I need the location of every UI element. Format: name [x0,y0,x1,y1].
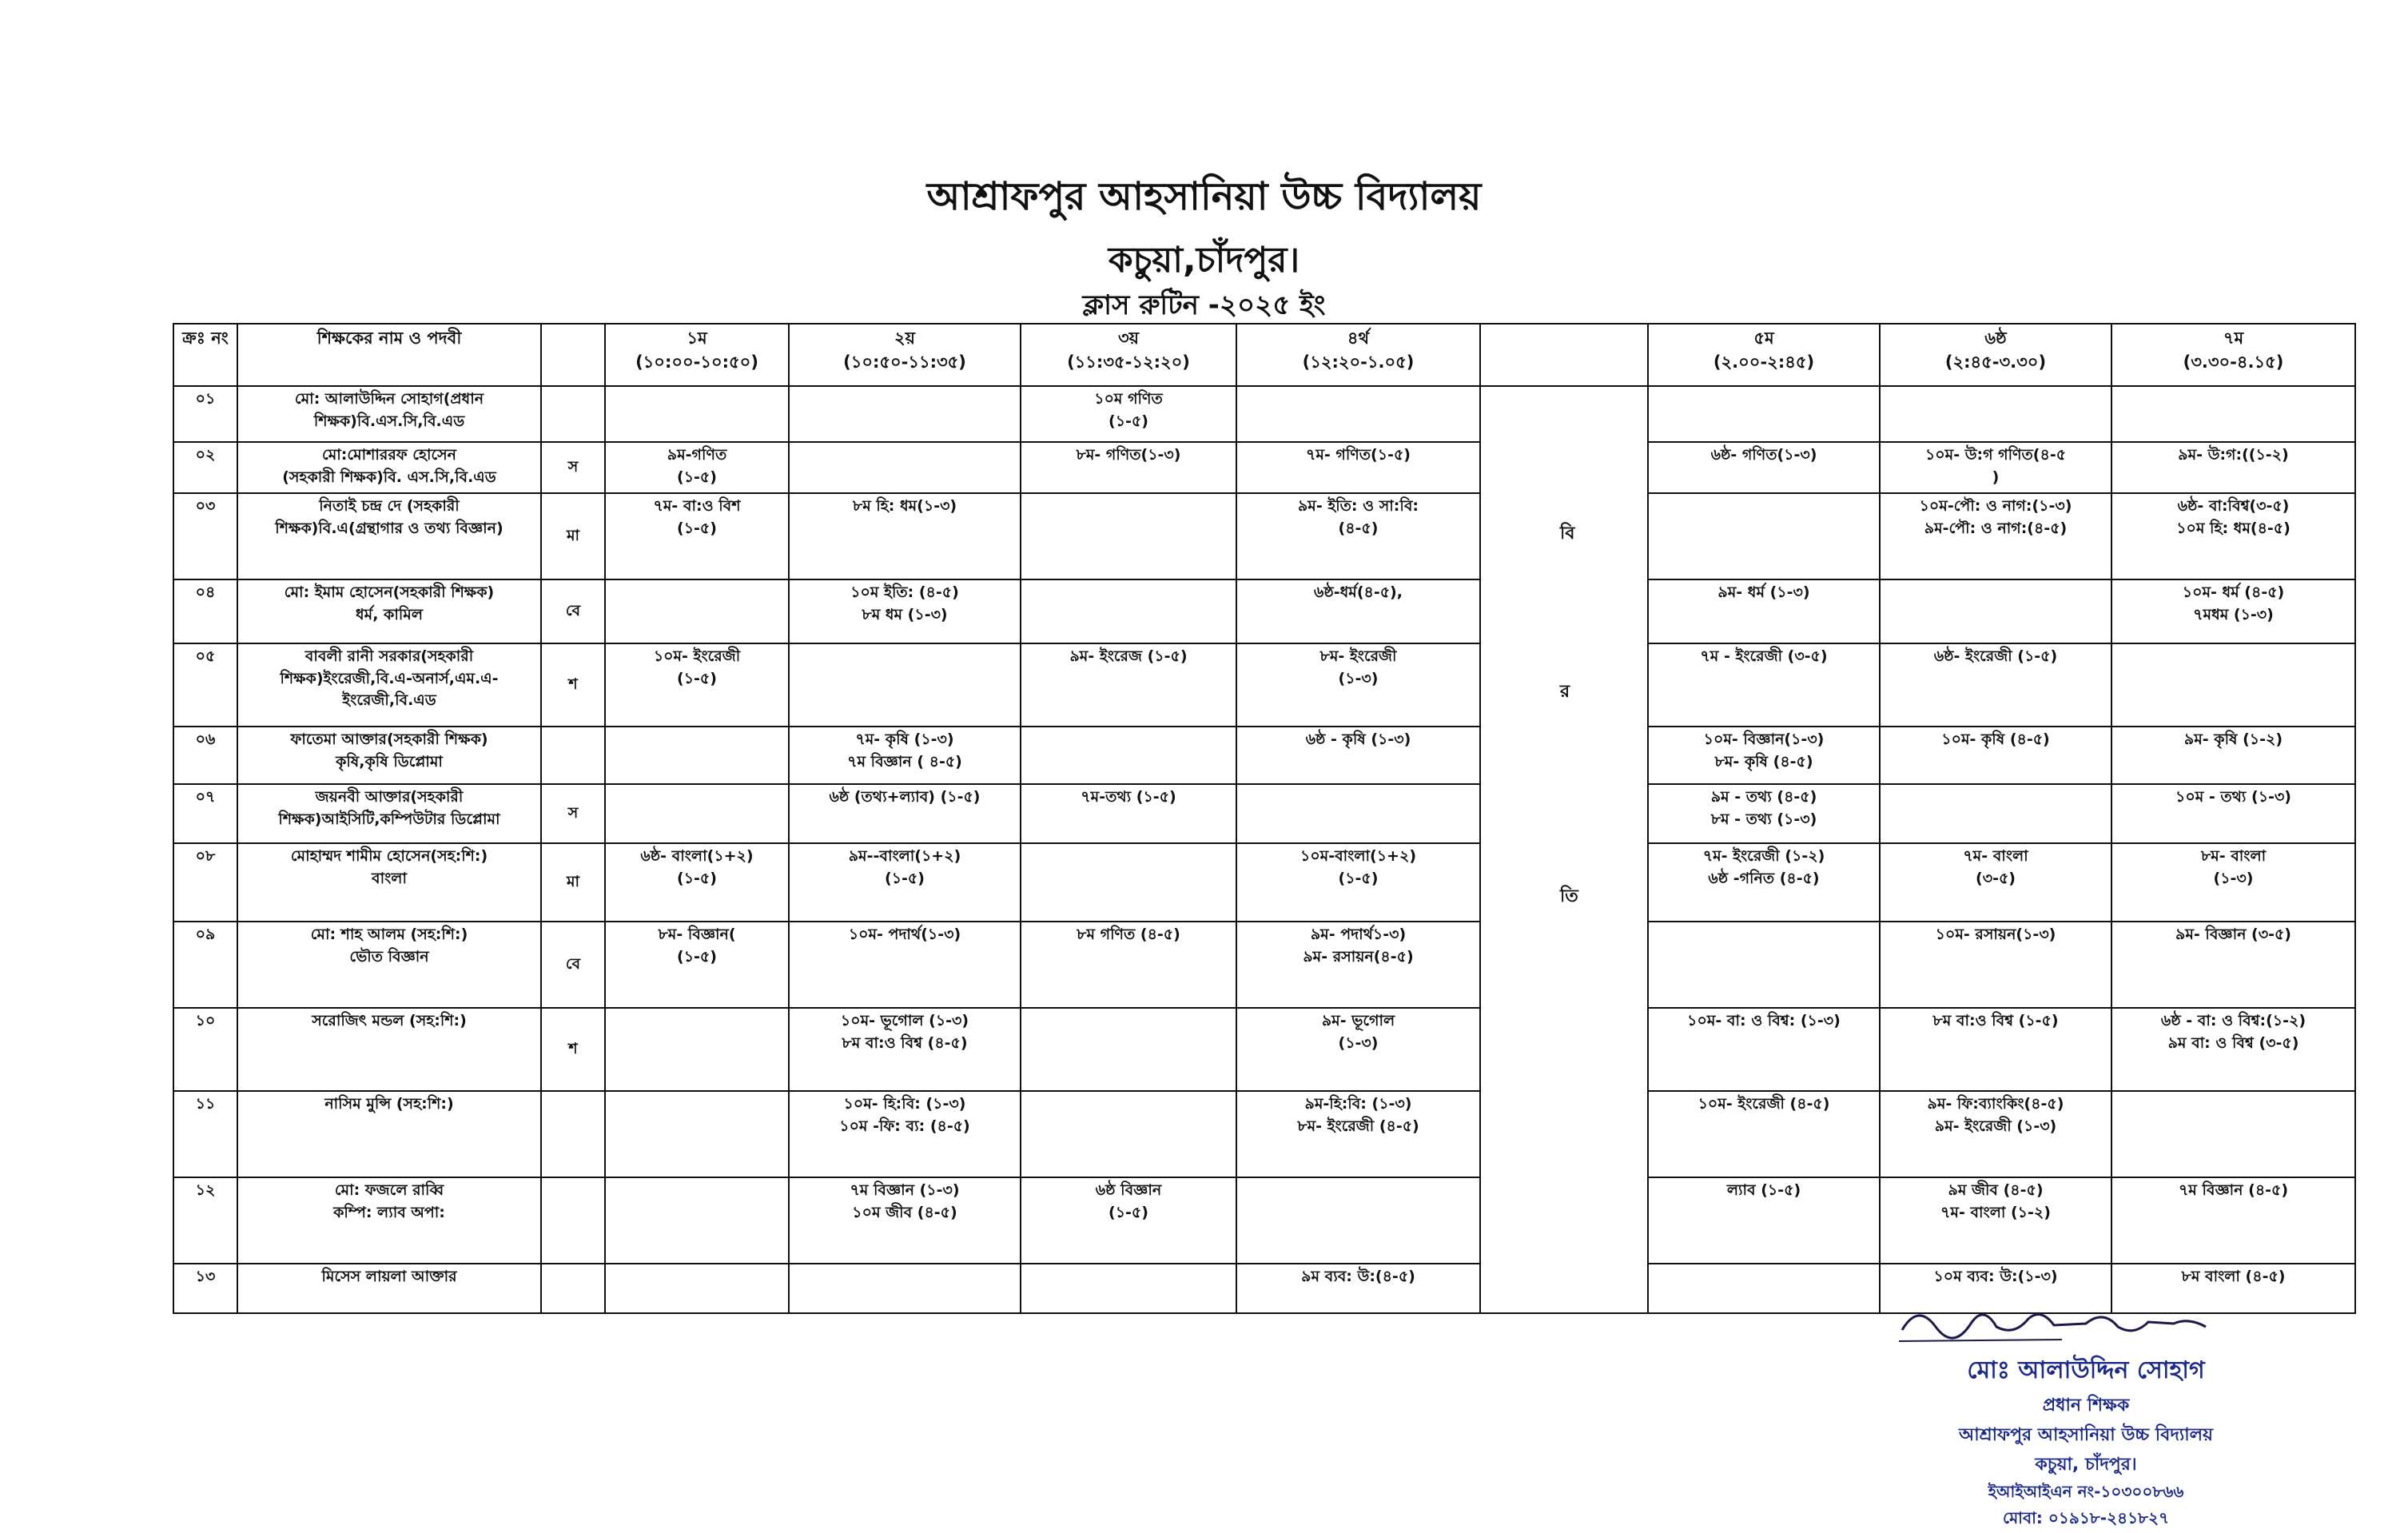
period-1-cell [605,493,789,579]
class-entry: ৮ম- বাংলা [2200,847,2267,865]
class-entry: ৯ম--বাংলা(১+২) [848,847,961,865]
class-entry: (১-৩) [1338,669,1379,687]
extra-cell: মা [541,843,605,922]
period-5-cell [1648,1091,1880,1177]
extra-cell [541,386,605,442]
class-entry: ৮ম- ইংরেজী (৪-৫) [1297,1117,1419,1135]
class-entry: ৭ম- বাংলা [1963,847,2028,865]
period-7-cell [2111,727,2355,784]
period-5-cell [1648,1264,1880,1313]
period-6-cell [1880,727,2111,784]
class-entry: (৪-৫) [1338,519,1379,537]
col-period-7: ৭ম (৩.৩০-৪.১৫) [2111,324,2355,386]
class-entry: ৭ম- বা:ও বিশ [653,497,741,515]
extra-cell [541,1264,605,1313]
teacher-name-cell [237,643,541,727]
period-1-cell [605,442,789,493]
table-row [173,1091,2355,1177]
row-serial: ১৩ [173,1264,237,1313]
period-6-cell [1880,1008,2111,1091]
class-entry: (১-৫) [677,869,717,887]
period-6-cell [1880,784,2111,843]
signer-place: কচুয়া, চাঁদপুর। [2035,1455,2137,1475]
extra-cell [541,1091,605,1177]
teacher-name-line: মিসেস লায়লা আক্তার [321,1268,457,1285]
row-serial: ০৩ [173,493,237,579]
teacher-name-line: শিক্ষক)আইসিটি,কম্পিউটার ডিপ্লোমা [278,810,500,828]
signer-name: মোঃ আলাউদ্দিন সোহাগ [1967,1356,2205,1384]
signer-eiin: ইআইআইএন নং-১০৩০০৮৬৬ [1988,1482,2184,1501]
row-serial: ০৬ [173,727,237,784]
class-entry: ৯ম - তথ্য (৪-৫) [1710,788,1817,806]
class-entry: ৮ম গণিত (৪-৫) [1077,926,1180,943]
teacher-name-cell [237,386,541,442]
teacher-name-cell [237,727,541,784]
class-entry: ১০ম- কৃষি (৪-৫) [1941,731,2050,748]
teacher-name-line: বাংলা [372,869,407,887]
row-serial: ১১ [173,1091,237,1177]
table-row [173,493,2355,579]
signer-mobile: মোবা: ০১৯১৮-২৪১৮২৭ [2002,1508,2170,1527]
class-entry: (১-৫) [677,947,717,966]
table-row [173,784,2355,843]
table-row [173,922,2355,1008]
period-1-cell [605,843,789,922]
period-7-cell [2111,1008,2355,1091]
col-period-1: ১ম (১০:০০-১০:৫০) [605,324,789,386]
class-entry: ৮ম - তথ্য (১-৩) [1710,810,1817,828]
class-entry: ৯ম-হি:বি: (১-৩) [1304,1095,1412,1113]
row-serial: ১২ [173,1177,237,1264]
period-1-cell [605,784,789,843]
period-7-cell [2111,922,2355,1008]
extra-cell [541,1177,605,1264]
class-entry: ৯ম- ধর্ম (১-৩) [1717,583,1810,601]
extra-cell: স [541,442,605,493]
period-2-cell [789,1264,1021,1313]
class-entry: ৮ম হি: ধম(১-৩) [852,497,957,515]
period-2-cell [789,1008,1021,1091]
period-7-cell [2111,1091,2355,1177]
class-entry: ৭মধম (১-৩) [2193,605,2274,623]
class-entry: ১০ম গণিত [1094,390,1163,408]
class-entry: ১০ম জীব (৪-৫) [852,1203,957,1221]
school-name: আশ্রাফপুর আহসানিয়া উচ্চ বিদ্যালয় [926,174,1482,219]
class-entry: ১০ম- উ:গ গণিত(৪-৫ [1924,446,2067,464]
teacher-name-line: মোহাম্মদ শামীম হোসেন(সহ:শি:) [290,847,488,865]
extra-cell: শ [541,643,605,727]
row-serial: ০৯ [173,922,237,1008]
period-2-cell [789,442,1021,493]
teacher-name-cell [237,784,541,843]
class-entry: ১০ম- বিজ্ঞান(১-৩) [1703,731,1825,748]
period-4-cell [1236,843,1480,922]
teacher-name-line: শিক্ষক)ইংরেজী,বি.এ-অনার্স,এম.এ- [280,669,499,687]
class-entry: (৩-৫) [1976,869,2016,887]
class-entry: ৯ম- ফি:ব্যাংকিং(৪-৫) [1927,1095,2064,1113]
period-3-cell [1021,442,1236,493]
class-entry: ১০ম- হি:বি: (১-৩) [843,1095,966,1113]
row-serial: ০৭ [173,784,237,843]
period-3-cell [1021,1091,1236,1177]
class-entry: (১-৫) [1108,1203,1148,1221]
period-5-cell [1648,1177,1880,1264]
break-char-3: তি [1560,886,1578,906]
period-4-cell [1236,643,1480,727]
class-entry: ১০ম -ফি: ব্য: (৪-৫) [839,1117,970,1135]
period-5-cell [1648,727,1880,784]
period-5-cell [1648,784,1880,843]
period-4-cell [1236,386,1480,442]
period-1-cell [605,386,789,442]
class-entry: ৭ম- গণিত(১-৫) [1306,446,1411,464]
table-row [173,579,2355,643]
class-entry: ১০ম- ভূগোল (১-৩) [840,1012,969,1029]
period-3-cell [1021,643,1236,727]
period-7-cell [2111,1177,2355,1264]
table-row [173,643,2355,727]
class-entry: ১০ম- পদার্থ(১-৩) [848,926,961,943]
extra-cell: বে [541,579,605,643]
teacher-name-line: মো: আলাউদ্দিন সোহাগ(প্রধান [294,390,484,408]
period-1-cell [605,1177,789,1264]
col-extra [541,324,605,386]
class-entry: (১-৫) [885,869,925,887]
col-period-4: ৪র্থ (১২:২০-১.০৫) [1236,324,1480,386]
period-4-cell [1236,579,1480,643]
class-entry: ১০ম ব্যব: উ:(১-৩) [1933,1268,2058,1285]
class-entry: ৭ম বিজ্ঞান (৪-৫) [2178,1181,2289,1199]
class-entry: ৯ম- পদার্থ১-৩) [1310,926,1407,943]
row-serial: ১০ [173,1008,237,1091]
period-7-cell [2111,643,2355,727]
teacher-name-line: সরোজিৎ মন্ডল (সহ:শি:) [312,1012,467,1029]
class-entry: ৭ম- ইংরেজী (১-২) [1702,847,1825,865]
teacher-name-cell [237,493,541,579]
row-serial: ০১ [173,386,237,442]
period-6-cell [1880,1091,2111,1177]
period-2-cell [789,643,1021,727]
row-serial: ০৪ [173,579,237,643]
period-7-cell [2111,843,2355,922]
col-break [1480,324,1648,386]
class-entry: ৯ম-পৌ: ও নাগ:(৪-৫) [1924,519,2068,537]
extra-cell: মা [541,493,605,579]
class-entry: ৭ম- কৃষি (১-৩) [855,731,954,748]
class-entry: ৮ম বা:ও বিশ্ব (১-৫) [1932,1012,2059,1029]
teacher-name-line: কম্পি: ল্যাব অপা: [333,1203,445,1221]
period-1-cell [605,579,789,643]
class-entry: ৯ম ব্যব: উ:(৪-৫) [1301,1268,1415,1285]
period-4-cell [1236,922,1480,1008]
class-entry: ৬ষ্ঠ - কৃষি (১-৩) [1305,731,1411,748]
period-7-cell [2111,493,2355,579]
teacher-name-line: মো: ইমাম হোসেন(সহকারী শিক্ষক) [284,583,495,601]
row-serial: ০৮ [173,843,237,922]
teacher-name-line: নিতাই চন্দ্র দে (সহকারী [319,497,460,515]
teacher-name-line: মো: শাহ আলম (সহ:শি:) [310,926,468,943]
handwritten-signature [1894,1295,2214,1346]
teacher-name-line: মো: ফজলে রাব্বি [334,1181,444,1199]
teacher-name-cell [237,579,541,643]
routine-body [173,386,2355,1313]
class-entry: ৯ম- ইতি: ও সা:বি: [1297,497,1419,515]
teacher-name-cell [237,843,541,922]
class-entry: (১-৫) [677,669,717,687]
teacher-name-line: নাসিম মুন্সি (সহ:শি:) [324,1095,454,1113]
period-6-cell [1880,1177,2111,1264]
class-entry: ৬ষ্ঠ বিজ্ঞান [1095,1181,1162,1199]
class-entry: (১-৩) [2213,869,2254,887]
break-char-1: বি [1560,524,1575,544]
period-2-cell [789,784,1021,843]
class-entry: ৬ষ্ঠ - বা: ও বিশ্ব:(১-২) [2160,1012,2307,1029]
class-entry: ১০ম- ইংরেজী [653,647,741,665]
teacher-name-line: মো:মোশাররফ হোসেন [321,446,457,464]
class-entry: ৭ম বিজ্ঞান (১-৩) [850,1181,960,1199]
period-3-cell [1021,1177,1236,1264]
period-3-cell [1021,843,1236,922]
col-serial: ক্রঃ নং [173,324,237,386]
teacher-name-line: ভৌত বিজ্ঞান [349,947,429,966]
period-3-cell [1021,386,1236,442]
class-entry: ৮ম- গণিত(১-৩) [1076,446,1181,464]
table-row [173,843,2355,922]
teacher-name-line: শিক্ষক)বি.এ(গ্রন্থাগার ও তথ্য বিজ্ঞান) [275,519,503,537]
period-1-cell [605,727,789,784]
class-entry: ৯ম- রসায়ন(৪-৫) [1303,947,1414,966]
period-7-cell [2111,442,2355,493]
class-entry: ৬ষ্ঠ- বা:বিশ্ব(৩-৫) [2177,497,2290,515]
period-2-cell [789,493,1021,579]
teacher-name-line: জয়নবী আক্তার(সহকারী [315,788,464,806]
teacher-name-cell [237,1177,541,1264]
class-entry: ৭ম-তথ্য (১-৫) [1081,788,1176,806]
period-6-cell [1880,493,2111,579]
period-2-cell [789,843,1021,922]
col-teacher: শিক্ষকের নাম ও পদবী [237,324,541,386]
period-2-cell [789,922,1021,1008]
period-3-cell [1021,1008,1236,1091]
period-5-cell [1648,1008,1880,1091]
teacher-name-line: শিক্ষক)বি.এস.সি,বি.এড [313,412,465,430]
class-entry: (১-৫) [1338,869,1379,887]
class-entry: ৬ষ্ঠ-ধর্ম(৪-৫), [1314,583,1403,601]
teacher-name-cell [237,1008,541,1091]
class-entry: ১০ম- ইংরেজী (৪-৫) [1698,1095,1830,1113]
class-entry: (১-৫) [1108,412,1148,430]
class-entry: ৯ম-গণিত [667,446,727,464]
period-4-cell [1236,442,1480,493]
col-period-6: ৬ষ্ঠ (২:৪৫-৩.৩০) [1880,324,2111,386]
class-entry: ৭ম - ইংরেজী (৩-৫) [1700,647,1828,665]
col-period-5: ৫ম (২.০০-২:৪৫) [1648,324,1880,386]
teacher-name-cell [237,1091,541,1177]
class-entry: ৮ম বাংলা (৪-৫) [2181,1268,2286,1285]
row-serial: ০৫ [173,643,237,727]
teacher-name-line: ফাতেমা আক্তার(সহকারী শিক্ষক) [290,731,488,748]
teacher-name-cell [237,442,541,493]
class-entry: ৯ম- ইংরেজ (১-৫) [1069,647,1188,665]
class-entry: ৯ম- কৃষি (১-২) [2183,731,2283,748]
period-6-cell [1880,643,2111,727]
class-entry: ৭ম- বাংলা (১-২) [1940,1203,2051,1221]
period-2-cell [789,727,1021,784]
period-4-cell [1236,493,1480,579]
class-entry: ১০ম ইতি: (৪-৫) [850,583,959,601]
class-entry: ৮ম- বিজ্ঞান( [658,926,736,943]
teacher-name-line: ইংরেজী,বি.এড [342,691,436,710]
class-entry: ৬ষ্ঠ- ইংরেজী (১-৫) [1933,647,2058,665]
period-1-cell [605,1008,789,1091]
period-1-cell [605,1264,789,1313]
teacher-name-line: বাবলী রানী সরকার(সহকারী [304,647,474,665]
period-7-cell [2111,386,2355,442]
row-serial: ০২ [173,442,237,493]
table-row [173,442,2355,493]
class-entry: ১০ম- বা: ও বিশ্ব: (১-৩) [1687,1012,1841,1029]
period-4-cell [1236,1008,1480,1091]
period-5-cell [1648,493,1880,579]
class-entry: ১০ম - তথ্য (১-৩) [2175,788,2291,806]
class-entry: ১০ম- রসায়ন(১-৩) [1935,926,2056,943]
signer-title: প্রধান শিক্ষক [2042,1396,2130,1416]
period-2-cell [789,1177,1021,1264]
table-row [173,1008,2355,1091]
period-6-cell [1880,386,2111,442]
class-entry: ৮ম ধম (১-৩) [862,605,948,623]
class-entry: ১০ম-পৌ: ও নাগ:(১-৩) [1919,497,2072,515]
period-7-cell [2111,784,2355,843]
table-row [173,727,2355,784]
period-3-cell [1021,727,1236,784]
period-3-cell [1021,493,1236,579]
signature-block [1862,1351,2310,1533]
period-4-cell [1236,1091,1480,1177]
class-entry: ৭ম বিজ্ঞান ( ৪-৫) [847,752,962,770]
period-2-cell [789,579,1021,643]
class-entry: ১০ম-বাংলা(১+২) [1300,847,1417,865]
class-entry: ৯ম- ইংরেজী (১-৩) [1934,1117,2057,1135]
class-entry: ৬ষ্ঠ- গণিত(১-৩) [1710,446,1817,464]
class-routine-table [173,323,2356,1314]
period-3-cell [1021,922,1236,1008]
period-3-cell [1021,579,1236,643]
period-2-cell [789,1091,1021,1177]
school-location: কচুয়া,চাঁদপুর। [1108,240,1300,281]
col-period-3: ৩য় (১১:৩৫-১২:২০) [1021,324,1236,386]
class-entry: ৮ম- ইংরেজী [1319,647,1397,665]
class-entry: ৬ষ্ঠ (তথ্য+ল্যাব) (১-৫) [829,788,981,806]
class-entry: ৯ম- উ:গ:((১-২) [2178,446,2289,464]
period-6-cell [1880,843,2111,922]
class-entry: (১-৫) [677,468,717,486]
period-4-cell [1236,727,1480,784]
period-5-cell [1648,643,1880,727]
class-entry: ৮ম বা:ও বিশ্ব (৪-৫) [842,1033,968,1052]
table-header-row [173,324,2355,386]
extra-cell: বে [541,922,605,1008]
class-entry: ৯ম বা: ও বিশ্ব (৩-৫) [2167,1033,2299,1052]
class-entry: ৯ম- বিজ্ঞান (৩-৫) [2175,926,2291,943]
extra-cell: স [541,784,605,843]
period-5-cell [1648,922,1880,1008]
break-char-2: র [1560,682,1570,702]
class-entry: ৯ম- ভূগোল [1321,1012,1395,1029]
period-5-cell [1648,386,1880,442]
table-row [173,386,2355,442]
class-entry: (১-৫) [677,519,717,537]
period-6-cell [1880,579,2111,643]
teacher-name-line: ধর্ম, কামিল [356,605,423,623]
period-3-cell [1021,784,1236,843]
col-period-2: ২য় (১০:৫০-১১:৩৫) [789,324,1021,386]
period-4-cell [1236,784,1480,843]
period-6-cell [1880,442,2111,493]
period-5-cell [1648,843,1880,922]
class-entry: (১-৩) [1338,1033,1379,1052]
class-entry: ) [1992,468,2000,486]
period-1-cell [605,643,789,727]
extra-cell: শ [541,1008,605,1091]
period-4-cell [1236,1264,1480,1313]
extra-cell [541,727,605,784]
class-entry: ৮ম- কৃষি (৪-৫) [1714,752,1813,770]
class-entry: ১০ম হি: ধম(৪-৫) [2176,519,2291,537]
class-entry: ৯ম জীব (৪-৫) [1948,1181,2044,1199]
period-2-cell [789,386,1021,442]
period-3-cell [1021,1264,1236,1313]
teacher-name-line: কৃষি,কৃষি ডিপ্লোমা [336,752,443,770]
period-6-cell [1880,922,2111,1008]
period-7-cell [2111,579,2355,643]
class-entry: ১০ম- ধর্ম (৪-৫) [2182,583,2285,601]
teacher-name-cell [237,922,541,1008]
class-entry: ল্যাব (১-৫) [1726,1181,1801,1199]
period-1-cell [605,1091,789,1177]
table-row [173,1177,2355,1264]
routine-title: ক্লাস রুটিন -২০২৫ ইং [1082,289,1326,321]
teacher-name-cell [237,1264,541,1313]
class-entry: ৬ষ্ঠ- বাংলা(১+২) [640,847,754,865]
signer-school: আশ্রাফপুর আহসানিয়া উচ্চ বিদ্যালয় [1958,1425,2214,1445]
teacher-name-line: (সহকারী শিক্ষক)বি. এস.সি,বি.এড [282,468,496,486]
period-4-cell [1236,1177,1480,1264]
class-entry: ৬ষ্ঠ -গনিত (৪-৫) [1708,869,1820,887]
period-5-cell [1648,442,1880,493]
period-5-cell [1648,579,1880,643]
period-1-cell [605,922,789,1008]
